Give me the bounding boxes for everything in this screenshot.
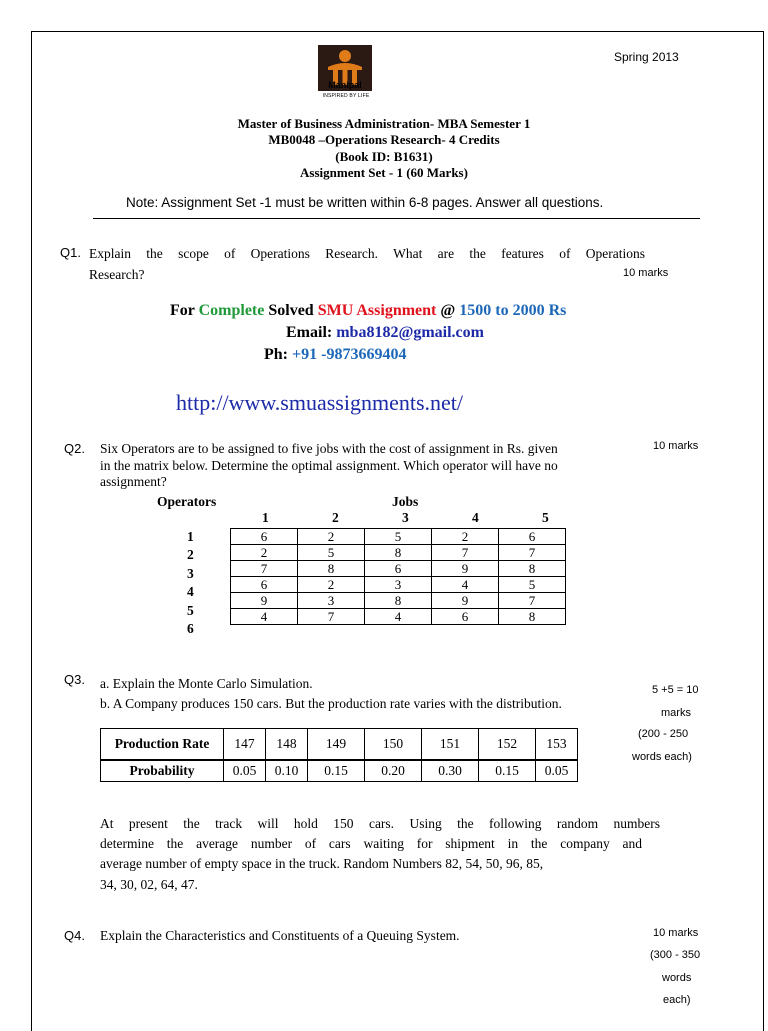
cell: 2 [298,577,365,593]
table-row [231,529,566,545]
cell: 8 [499,609,566,625]
q2-marks: 10 marks [653,440,699,452]
q3-marks-line2: marks [661,707,691,719]
q4-number: Q4. [64,928,85,943]
cell: 150 [365,729,422,761]
promo-line [170,302,566,320]
cell: 3 [298,593,365,609]
cost-matrix [230,528,566,625]
cell: 6 [231,529,298,545]
table-row [231,593,566,609]
cell: 0.15 [308,760,365,782]
assignment-set: Assignment Set - 1 (60 Marks) [300,165,468,180]
job-header-3: 3 [402,510,409,525]
cell: 2 [432,529,499,545]
cell: 0.30 [422,760,479,782]
cell: 8 [499,561,566,577]
operator-id: 1 [187,529,194,544]
rate-label: Production Rate [101,729,224,761]
q3-number: Q3. [64,672,85,687]
q2-line2: in the matrix below. Determine the optimal assignment. Which operator will have no [100,458,558,473]
q4-text: Explain the Characteristics and Constituents of a Queuing System. [100,928,460,943]
email-label: Email: [286,324,333,341]
manipal-logo [318,34,372,102]
cell: 0.20 [365,760,422,782]
operator-id: 5 [187,603,194,618]
term-label: Spring 2013 [614,50,679,64]
q2-line1: Six Operators are to be assigned to five jobs with the cost of assignment in Rs. given [100,441,558,456]
cell: 5 [298,545,365,561]
cell: 9 [432,561,499,577]
cell: 2 [231,545,298,561]
cell: 3 [365,577,432,593]
divider [93,218,700,219]
operator-id: 3 [187,566,194,581]
q4-marks-line4: each) [663,994,691,1006]
q2-line3: assignment? [100,474,167,489]
promo-solved: Solved [268,302,314,319]
cell: 7 [298,609,365,625]
promo-smu: SMU Assignment [317,302,437,319]
q3-marks-line3: (200 - 250 [638,728,689,740]
q3-para-line2: determine the average number of cars waiting for shipment in the company and [100,836,642,851]
probability-label: Probability [101,760,224,782]
email-link[interactable]: mba8182@gmail.com [336,324,484,341]
cell: 8 [365,545,432,561]
cell: 8 [298,561,365,577]
operator-id: 6 [187,621,194,636]
cell: 8 [365,593,432,609]
operators-label: Operators [157,494,217,509]
table-row [231,561,566,577]
cell: 6 [231,577,298,593]
cell: 4 [231,609,298,625]
cell: 2 [298,529,365,545]
cell: 147 [224,729,266,761]
table-row [101,760,578,782]
program-title: Master of Business Administration- MBA Semester 1 [237,116,531,131]
logo-tagline: INSPIRED BY LIFE [322,93,370,99]
q3-para-line4: 34, 30, 02, 64, 47. [100,877,198,892]
logo-name: Manipal [328,80,362,90]
phone-label: Ph: [264,346,288,363]
q4-marks-line1: 10 marks [653,927,699,939]
q3-marks-line1: 5 +5 = 10 [652,684,699,696]
cell: 0.05 [536,760,578,782]
cell: 0.10 [266,760,308,782]
cell: 7 [499,545,566,561]
job-header-4: 4 [472,510,479,525]
q2-number: Q2. [64,441,85,456]
operator-id: 4 [187,584,194,599]
cell: 9 [432,593,499,609]
table-row [101,729,578,761]
q4-marks-line2: (300 - 350 [650,949,701,961]
note: Note: Assignment Set -1 must be written within 6-8 pages. Answer all questions. [126,195,604,210]
cell: 7 [499,593,566,609]
q3-part-a: a. Explain the Monte Carlo Simulation. [100,676,313,691]
cell: 6 [499,529,566,545]
q1-line1: Explain the scope of Operations Research. What are the features of Operations [89,246,645,261]
promo-price: 1500 to 2000 Rs [459,302,567,319]
promo-at: @ [440,302,456,319]
q1-number: Q1. [60,245,81,260]
cell: 6 [432,609,499,625]
promo-complete: Complete [198,302,265,319]
table-row [231,545,566,561]
jobs-label: Jobs [392,494,419,509]
q1-line2: Research? [89,267,145,282]
cell: 0.15 [479,760,536,782]
cell: 7 [432,545,499,561]
q4-marks-line3: words [662,972,692,984]
website-link[interactable]: http://www.smuassignments.net/ [176,390,464,415]
cell: 148 [266,729,308,761]
cell: 149 [308,729,365,761]
cell: 4 [432,577,499,593]
cell: 5 [499,577,566,593]
phone-number: +91 -9873669404 [292,346,407,363]
q3-part-b: b. A Company produces 150 cars. But the production rate varies with the distribution. [100,696,562,711]
cell: 151 [422,729,479,761]
table-row [231,577,566,593]
operator-id: 2 [187,547,194,562]
job-header-1: 1 [262,510,269,525]
course-title: MB0048 –Operations Research- 4 Credits [268,132,500,147]
job-header-5: 5 [542,510,549,525]
cell: 0.05 [224,760,266,782]
cell: 9 [231,593,298,609]
q3-marks-line4: words each) [632,751,692,763]
cell: 5 [365,529,432,545]
q3-para-line1: At present the track will hold 150 cars. Using the following random numbers [100,816,660,831]
cell: 153 [536,729,578,761]
production-table [100,728,578,782]
job-header-2: 2 [332,510,339,525]
cell: 152 [479,729,536,761]
promo-email-line [286,324,484,342]
cell: 6 [365,561,432,577]
promo-phone-line [264,346,406,364]
promo-for: For [170,302,195,319]
q3-para-line3: average number of empty space in the truck. Random Numbers 82, 54, 50, 96, 85, [100,856,544,871]
q1-marks: 10 marks [623,267,669,279]
cell: 4 [365,609,432,625]
table-row [231,609,566,625]
cell: 7 [231,561,298,577]
book-id: (Book ID: B1631) [335,149,433,164]
